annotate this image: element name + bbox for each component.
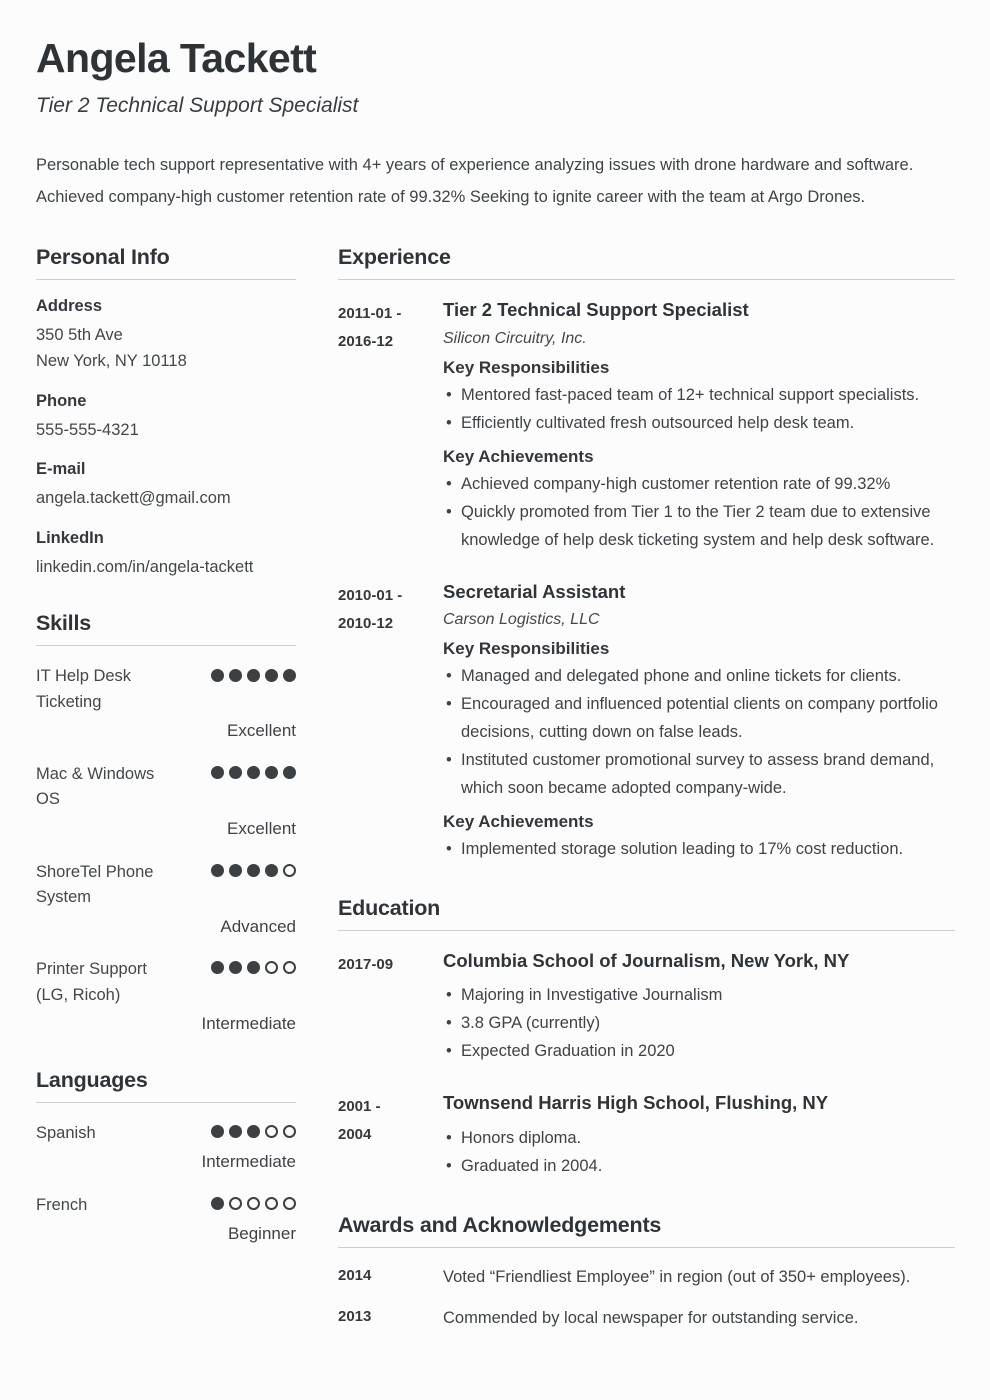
skill-item <box>36 762 296 842</box>
bullet-item: • 3.8 GPA (currently) <box>443 1009 955 1037</box>
field-email <box>36 460 296 512</box>
rating-dot-empty <box>265 961 278 974</box>
bullet-item: • Mentored fast-paced team of 12+ technical support specialists. <box>443 381 955 409</box>
rating-dot-empty <box>265 1125 278 1138</box>
award-row <box>338 1306 955 1331</box>
skills-heading: Skills <box>36 611 296 646</box>
entry-subheading: Key Responsibilities <box>443 638 610 658</box>
bullet-list <box>443 470 955 554</box>
bullet-list <box>443 835 955 863</box>
entry-title: Tier 2 Technical Support Specialist <box>443 299 749 321</box>
skill-level: Excellent <box>227 819 296 838</box>
date-line: 2010-01 - <box>338 586 403 604</box>
date-line: 2004 <box>338 1126 372 1144</box>
award-text: Voted “Friendliest Employee” in region (out of 350+ employees). <box>443 1267 911 1286</box>
entry-title: Townsend Harris High School, Flushing, NY <box>443 1092 829 1114</box>
entry-dates <box>338 949 443 1065</box>
field-value: 350 5th Ave <box>36 326 123 345</box>
bullet-list <box>443 981 955 1065</box>
skill-level: Intermediate <box>201 1014 296 1034</box>
awards-heading: Awards and Acknowledgements <box>338 1213 955 1248</box>
entry-body <box>443 949 955 1065</box>
skill-row <box>36 664 296 715</box>
experience-heading: Experience <box>338 245 955 280</box>
rating-dot-empty <box>283 1125 296 1138</box>
experience-entry <box>338 580 955 863</box>
language-name: French <box>36 1195 88 1214</box>
skill-level: Advanced <box>220 916 296 936</box>
language-item <box>36 1121 296 1175</box>
award-row <box>338 1265 955 1290</box>
section-skills <box>36 611 296 1037</box>
rating-dot-filled <box>247 961 260 974</box>
field-label: Address <box>36 297 103 316</box>
rating-dot-filled <box>247 766 260 779</box>
skill-rating-dots <box>206 860 296 880</box>
bullet-list <box>443 1124 955 1180</box>
bullet-item: • Achieved company-high customer retention rate of 99.32% <box>443 470 955 498</box>
language-row <box>36 1193 296 1219</box>
rating-dot-empty <box>247 1197 260 1210</box>
left-column <box>36 245 296 1364</box>
skill-rating-dots <box>206 762 296 782</box>
field-value: angela.tackett@gmail.com <box>36 489 231 508</box>
field-value: New York, NY 10118 <box>36 352 187 370</box>
rating-dot-filled <box>211 669 224 682</box>
field-label: E-mail <box>36 460 86 479</box>
language-level: Intermediate <box>201 1152 296 1172</box>
education-heading: Education <box>338 896 955 931</box>
rating-dot-filled <box>229 669 242 682</box>
person-name: Angela Tackett <box>36 35 317 81</box>
entry-dates <box>338 298 443 553</box>
languages-heading: Languages <box>36 1068 296 1103</box>
field-phone <box>36 392 296 444</box>
rating-dot-filled <box>211 961 224 974</box>
skill-rating-dots <box>206 957 296 977</box>
bullet-item: • Graduated in 2004. <box>443 1152 955 1180</box>
language-level: Beginner <box>227 1224 296 1244</box>
rating-dot-filled <box>265 669 278 682</box>
bullet-item: • Expected Graduation in 2020 <box>443 1037 955 1065</box>
skill-item <box>36 957 296 1037</box>
award-text: Commended by local newspaper for outstanding service. <box>443 1309 859 1328</box>
section-languages <box>36 1068 296 1247</box>
rating-dot-empty <box>283 961 296 974</box>
entry-subheading: Key Achievements <box>443 446 594 466</box>
section-personal-info <box>36 245 296 580</box>
field-address <box>36 297 296 374</box>
bullet-list <box>443 662 955 802</box>
entry-body <box>443 1091 955 1179</box>
skill-row <box>36 762 296 813</box>
skill-rating-dots <box>206 664 296 684</box>
entry-dates <box>338 580 443 863</box>
bullet-item: • Honors diploma. <box>443 1124 955 1152</box>
date-line: 2011-01 - <box>338 305 402 323</box>
rating-dot-filled <box>247 1125 260 1138</box>
rating-dot-filled <box>211 766 224 779</box>
rating-dot-filled <box>247 864 260 877</box>
award-year: 2013 <box>338 1308 372 1326</box>
entry-company: Silicon Circuitry, Inc. <box>443 329 587 347</box>
columns-container <box>36 245 955 1364</box>
entry-company: Carson Logistics, LLC <box>443 610 600 628</box>
bullet-list <box>443 381 955 437</box>
rating-dot-empty <box>265 1197 278 1210</box>
language-row <box>36 1121 296 1147</box>
field-label: LinkedIn <box>36 528 104 547</box>
section-education <box>338 896 955 1179</box>
field-value: linkedin.com/in/angela-tackett <box>36 557 254 576</box>
right-column <box>338 245 955 1364</box>
section-experience <box>338 245 955 863</box>
rating-dot-filled <box>283 766 296 779</box>
rating-dot-filled <box>229 961 242 974</box>
bullet-item: • Majoring in Investigative Journalism <box>443 981 955 1009</box>
bullet-item: • Quickly promoted from Tier 1 to the Tier 2 team due to extensive knowledge of help desk ticketing system and help desk software. <box>443 498 955 554</box>
bullet-item: • Managed and delegated phone and online tickets for clients. <box>443 662 955 690</box>
skill-item <box>36 664 296 744</box>
entry-dates <box>338 1091 443 1179</box>
rating-dot-filled <box>211 864 224 877</box>
skill-row <box>36 860 296 911</box>
entry-body <box>443 298 955 553</box>
header <box>36 36 955 213</box>
skill-row <box>36 957 296 1008</box>
skill-name: ShoreTel Phone System <box>36 862 154 907</box>
date-line: 2001 - <box>338 1098 381 1116</box>
language-rating-dots <box>206 1121 296 1141</box>
skill-name: IT Help Desk Ticketing <box>36 667 132 711</box>
field-linkedin <box>36 529 296 581</box>
summary-paragraph: Personable tech support representative with 4+ years of experience analyzing issues with drone hardware and software. Achieved company-high customer retention rate of 99.32% Seeking to ignite career with the team at Argo Drones. <box>36 156 914 207</box>
rating-dot-filled <box>247 669 260 682</box>
language-item <box>36 1193 296 1247</box>
section-awards <box>338 1213 955 1332</box>
language-name: Spanish <box>36 1123 96 1142</box>
rating-dot-empty <box>283 864 296 877</box>
field-value: 555-555-4321 <box>36 420 139 439</box>
entry-body <box>443 580 955 863</box>
rating-dot-filled <box>283 669 296 682</box>
bullet-item: • Efficiently cultivated fresh outsourced help desk team. <box>443 409 955 437</box>
date-line: 2016-12 <box>338 333 394 351</box>
skill-name: Printer Support (LG, Ricoh) <box>36 960 147 1004</box>
education-entry <box>338 949 955 1065</box>
rating-dot-filled <box>211 1197 224 1210</box>
job-title: Tier 2 Technical Support Specialist <box>36 94 359 118</box>
field-label: Phone <box>36 391 87 410</box>
rating-dot-filled <box>265 864 278 877</box>
skill-name: Mac & Windows OS <box>36 764 155 809</box>
bullet-item: • Instituted customer promotional survey to assess brand demand, which soon became adopted company-wide. <box>443 746 955 802</box>
entry-title: Columbia School of Journalism, New York, NY <box>443 950 850 972</box>
entry-subheading: Key Responsibilities <box>443 357 610 377</box>
personal-info-heading: Personal Info <box>36 245 296 280</box>
experience-entry <box>338 298 955 553</box>
rating-dot-filled <box>229 1125 242 1138</box>
date-line: 2010-12 <box>338 614 394 632</box>
rating-dot-filled <box>211 1125 224 1138</box>
date-line: 2017-09 <box>338 956 394 974</box>
bullet-item: • Implemented storage solution leading to 17% cost reduction. <box>443 835 955 863</box>
language-rating-dots <box>206 1193 296 1213</box>
skill-item <box>36 860 296 940</box>
bullet-item: • Encouraged and influenced potential clients on company portfolio decisions, cutting down on false leads. <box>443 690 955 746</box>
rating-dot-empty <box>283 1197 296 1210</box>
rating-dot-empty <box>229 1197 242 1210</box>
rating-dot-filled <box>265 766 278 779</box>
skill-level: Excellent <box>227 721 296 741</box>
entry-title: Secretarial Assistant <box>443 580 626 602</box>
education-entry <box>338 1091 955 1179</box>
award-year: 2014 <box>338 1266 372 1284</box>
rating-dot-filled <box>229 864 242 877</box>
rating-dot-filled <box>229 766 242 779</box>
entry-subheading: Key Achievements <box>443 812 594 832</box>
